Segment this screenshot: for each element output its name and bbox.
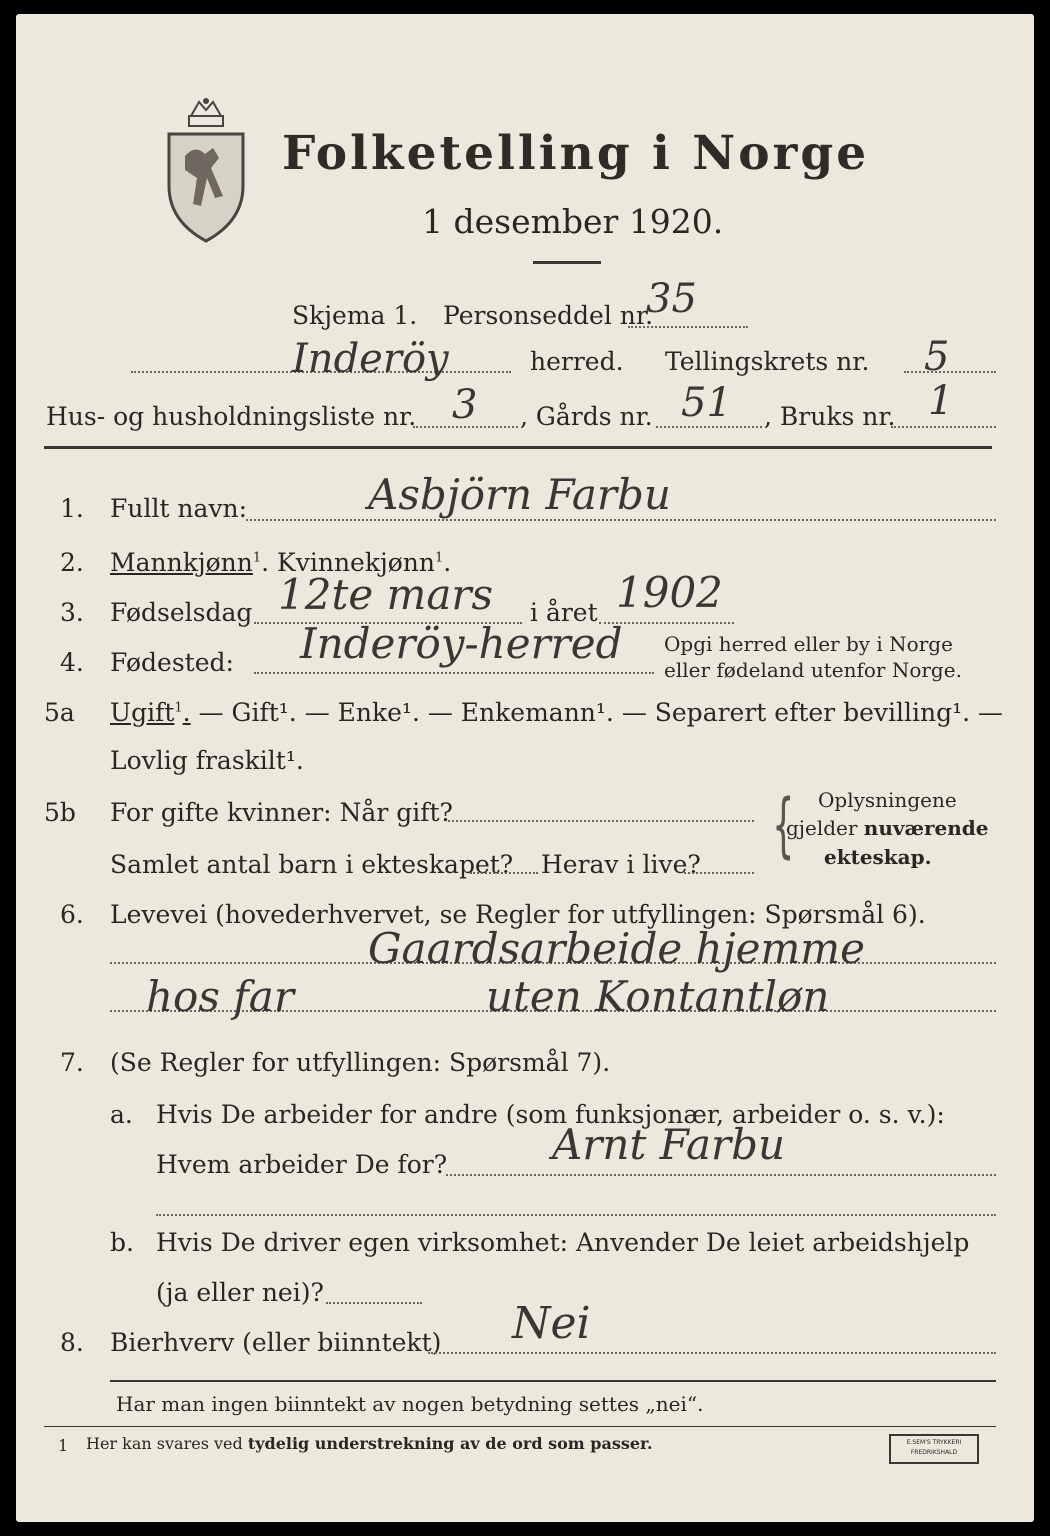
- q5a-footnote-mark: 1: [174, 700, 183, 716]
- q5a-line2[interactable]: Lovlig fraskilt¹.: [110, 746, 304, 775]
- q4-note-line1: Opgi herred eller by i Norge: [664, 632, 953, 656]
- q2-footnote-mark: 1: [252, 550, 262, 566]
- q2-sep: .: [261, 548, 270, 577]
- q8-label: Bierhverv (eller biinntekt): [110, 1328, 442, 1357]
- q4-number: 4.: [60, 648, 84, 677]
- q4-value[interactable]: Inderöy-herred: [300, 619, 623, 668]
- q2-footnote-mark-2: 1: [435, 550, 444, 566]
- hus-value[interactable]: 3: [452, 382, 478, 428]
- q8-number: 8.: [60, 1328, 84, 1357]
- q7b-letter: b.: [110, 1228, 134, 1257]
- q5a-other-options[interactable]: — Gift¹. — Enke¹. — Enkemann¹. — Separert efter bevilling¹. —: [198, 698, 1003, 727]
- q6-value-line1[interactable]: Gaardsarbeide hjemme: [368, 924, 865, 973]
- q2-mann-option[interactable]: Mannkjønn: [110, 548, 253, 577]
- printer-stamp-line1: E.SEM'S TRYKKERI: [906, 1439, 962, 1446]
- herred-label: herred.: [530, 347, 624, 376]
- q6-value-line2a[interactable]: hos far: [146, 972, 294, 1021]
- q5b-brace: {: [772, 784, 795, 866]
- tellingskrets-label: Tellingskrets nr.: [665, 347, 870, 376]
- q5b-note1: Oplysningene: [818, 788, 957, 812]
- q6-value-line2b[interactable]: uten Kontantløn: [486, 972, 830, 1021]
- hus-label: Hus- og husholdningsliste nr.: [46, 402, 417, 431]
- q5b-label2: Samlet antal barn i ekteskapet?: [110, 850, 514, 879]
- tellingskrets-line: [904, 371, 996, 373]
- q5a-number: 5a: [44, 698, 75, 727]
- q7b-text: Hvis De driver egen virksomhet: Anvender De leiet arbeidshjelp: [156, 1228, 970, 1257]
- q2-end: .: [443, 548, 452, 577]
- footnote-text: [86, 1434, 653, 1453]
- q5b-line3: [684, 872, 754, 874]
- q1-label: Fullt navn:: [110, 494, 248, 523]
- gards-value[interactable]: 51: [681, 380, 732, 426]
- gards-label: , Gårds nr.: [520, 402, 653, 431]
- footer-note: Har man ingen biinntekt av nogen betydning settes „nei“.: [116, 1392, 704, 1416]
- personseddel-value[interactable]: 35: [646, 276, 697, 322]
- q5b-note2: [786, 816, 989, 840]
- q5b-line1: [448, 820, 754, 822]
- q7-number: 7.: [60, 1048, 84, 1077]
- q3-aret-label: i året: [530, 598, 598, 627]
- q5b-note3: ekteskap.: [824, 845, 932, 869]
- header-separator: [44, 446, 992, 449]
- q7a-line2: [156, 1214, 996, 1216]
- census-form: [16, 14, 1034, 1522]
- bruks-value[interactable]: 1: [928, 378, 954, 424]
- q5a-options: [110, 698, 1003, 727]
- q5b-number: 5b: [44, 798, 76, 827]
- q4-label: Fødested:: [110, 648, 234, 677]
- q3-label: Fødselsdag: [110, 598, 253, 627]
- q5b-label1: For gifte kvinner: Når gift?: [110, 798, 453, 827]
- q2-kvinne-option[interactable]: Kvinnekjønn: [277, 548, 435, 577]
- q1-number: 1.: [60, 494, 84, 523]
- q7a-question: Hvem arbeider De for?: [156, 1150, 448, 1179]
- footnote-text-a: Her kan svares ved: [86, 1434, 243, 1453]
- q6-label: Levevei (hovederhvervet, se Regler for utfyllingen: Spørsmål 6).: [110, 900, 926, 929]
- q4-line: [254, 672, 654, 674]
- coat-of-arms-icon: [161, 96, 251, 246]
- q8-value[interactable]: Nei: [512, 1298, 591, 1349]
- gards-line: [656, 426, 762, 428]
- title-divider: [533, 261, 601, 264]
- q2-number: 2.: [60, 548, 84, 577]
- q5b-note2a: gjelder: [786, 816, 858, 840]
- q3-year-value[interactable]: 1902: [616, 568, 723, 617]
- q8-line: [428, 1352, 996, 1354]
- tellingskrets-value[interactable]: 5: [924, 334, 950, 380]
- q1-line: [246, 519, 996, 521]
- census-date: 1 desember 1920.: [422, 202, 724, 241]
- printer-stamp-line2: FREDRIKSHALD: [910, 1449, 958, 1456]
- herred-value[interactable]: Inderöy: [292, 336, 449, 382]
- q7a-text: Hvis De arbeider for andre (som funksjonær, arbeider o. s. v.):: [156, 1100, 945, 1129]
- q7-label: (Se Regler for utfyllingen: Spørsmål 7).: [110, 1048, 611, 1077]
- q7a-value[interactable]: Arnt Farbu: [552, 1120, 786, 1169]
- q7a-line: [446, 1174, 996, 1176]
- q7a-letter: a.: [110, 1100, 133, 1129]
- q7b-line: [326, 1302, 422, 1304]
- q3-number: 3.: [60, 598, 84, 627]
- q5b-label3: Herav i live?: [541, 850, 701, 879]
- q4-note-line2: eller fødeland utenfor Norge.: [664, 658, 962, 682]
- page-title: Folketelling i Norge: [282, 126, 870, 181]
- footer-separator: [110, 1380, 996, 1382]
- bruks-line: [891, 426, 996, 428]
- footnote-text-b: tydelig understrekning av de ord som passer.: [247, 1434, 653, 1453]
- q5a-ugift-dot: .: [182, 698, 191, 727]
- q7b-question: (ja eller nei)?: [156, 1278, 324, 1307]
- personseddel-label: Personseddel nr.: [443, 301, 654, 330]
- q3-day-value[interactable]: 12te mars: [278, 570, 494, 619]
- q5b-line2: [470, 872, 538, 874]
- footnote-number: 1: [58, 1436, 69, 1455]
- q1-value[interactable]: Asbjörn Farbu: [368, 470, 671, 519]
- q5a-ugift-option[interactable]: Ugift: [110, 698, 175, 727]
- q6-number: 6.: [60, 900, 84, 929]
- printer-stamp: [889, 1434, 979, 1464]
- q5b-note2b: nuværende: [863, 816, 989, 840]
- footnote-separator: [44, 1426, 996, 1427]
- skjema-label: Skjema 1.: [292, 301, 418, 330]
- personseddel-line: [628, 326, 748, 328]
- bruks-label: , Bruks nr.: [764, 402, 896, 431]
